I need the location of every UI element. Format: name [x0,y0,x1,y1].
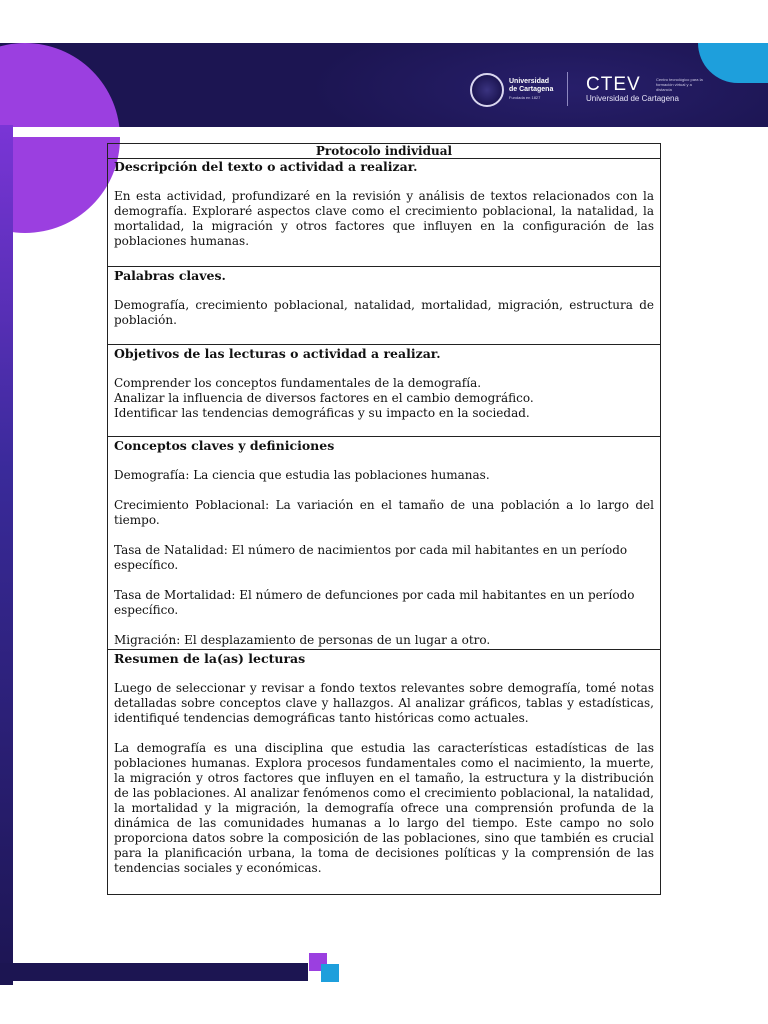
ctev-title: CTEV [586,74,641,95]
keywords-body: Demografía, crecimiento poblacional, natalidad, mortalidad, migración, estructura de población. [114,298,654,327]
summary-paragraph: La demografía es una disciplina que estudia las características estadísticas de las poblaciones humanas. Explora procesos fundamentales como el nacimiento, la muerte, la migración y otros factores que influyen en el tamaño, la estructura y la distribución de las poblaciones. Al analizar fenómenos como el crecimiento poblacional, la natalidad, la mortalidad y la migración, la demografía ofrece una comprensión profunda de la dinámica de las comunidades humanas a lo largo del tiempo. Este campo no solo proporciona datos sobre la composición de las poblaciones, sino que también es crucial para la planificación urbana, la toma de decisiones políticas y la comprensión de las tendencias sociales y económicas. [114,741,654,875]
table-title: Protocolo individual [108,144,660,159]
description-heading: Descripción del texto o actividad a realizar. [114,159,418,174]
keywords-heading: Palabras claves. [114,268,226,283]
summary-section [108,650,660,894]
concept-item: Crecimiento Poblacional: La variación en el tamaño de una población a lo largo del tiempo. [114,498,654,527]
objectives-section [108,345,660,437]
summary-heading: Resumen de la(as) lecturas [114,651,306,666]
university-name-line1: Universidad [509,78,550,85]
objective-item: Analizar la influencia de diversos factores en el cambio demográfico. [114,391,534,405]
university-name-line2: de Cartagena [509,86,554,93]
concept-item: Tasa de Natalidad: El número de nacimientos por cada mil habitantes en un período específico. [114,543,628,572]
page-top-edge [13,127,768,137]
summary-paragraph: Luego de seleccionar y revisar a fondo textos relevantes sobre demografía, tomé notas detalladas sobre conceptos clave y hallazgos. Al analizar gráficos, tablas y estadísticas, identifiqué tendencias demográficas tanto históricas como actuales. [114,681,654,725]
concept-item: Tasa de Mortalidad: El número de defunciones por cada mil habitantes en un período específico. [114,588,635,617]
university-name [509,78,553,102]
footer-bar-decoration [0,963,308,981]
objectives-heading: Objetivos de las lecturas o actividad a realizar. [114,346,441,361]
concept-item: Demografía: La ciencia que estudia las poblaciones humanas. [114,468,490,482]
university-founded: Fundada en 1827 [509,95,541,100]
objective-item: Identificar las tendencias demográficas y su impacto en la sociedad. [114,406,530,420]
university-logo [470,70,560,110]
ctev-logo [586,76,706,106]
concepts-heading: Conceptos claves y definiciones [114,438,335,453]
protocol-table [107,143,661,895]
ctev-side-text: Centro tecnológico para la formación virtual y a distancia [656,77,703,92]
description-section [108,159,660,267]
concepts-section [108,437,660,650]
footer-blue-square [321,964,339,982]
university-seal-icon [470,73,504,107]
left-strip-decoration [0,125,13,985]
concept-item: Migración: El desplazamiento de personas de un lugar a otro. [114,633,491,647]
objective-item: Comprender los conceptos fundamentales de la demografía. [114,376,482,390]
keywords-section [108,267,660,345]
logo-divider [567,72,568,106]
description-body: En esta actividad, profundizaré en la revisión y análisis de textos relacionados con la demografía. Exploraré aspectos clave como el crecimiento poblacional, la natalidad, la mortalidad, la migración y otros factores que influyen en la configuración de las poblaciones humanas. [114,189,654,248]
ctev-subtitle: Universidad de Cartagena [586,94,679,103]
